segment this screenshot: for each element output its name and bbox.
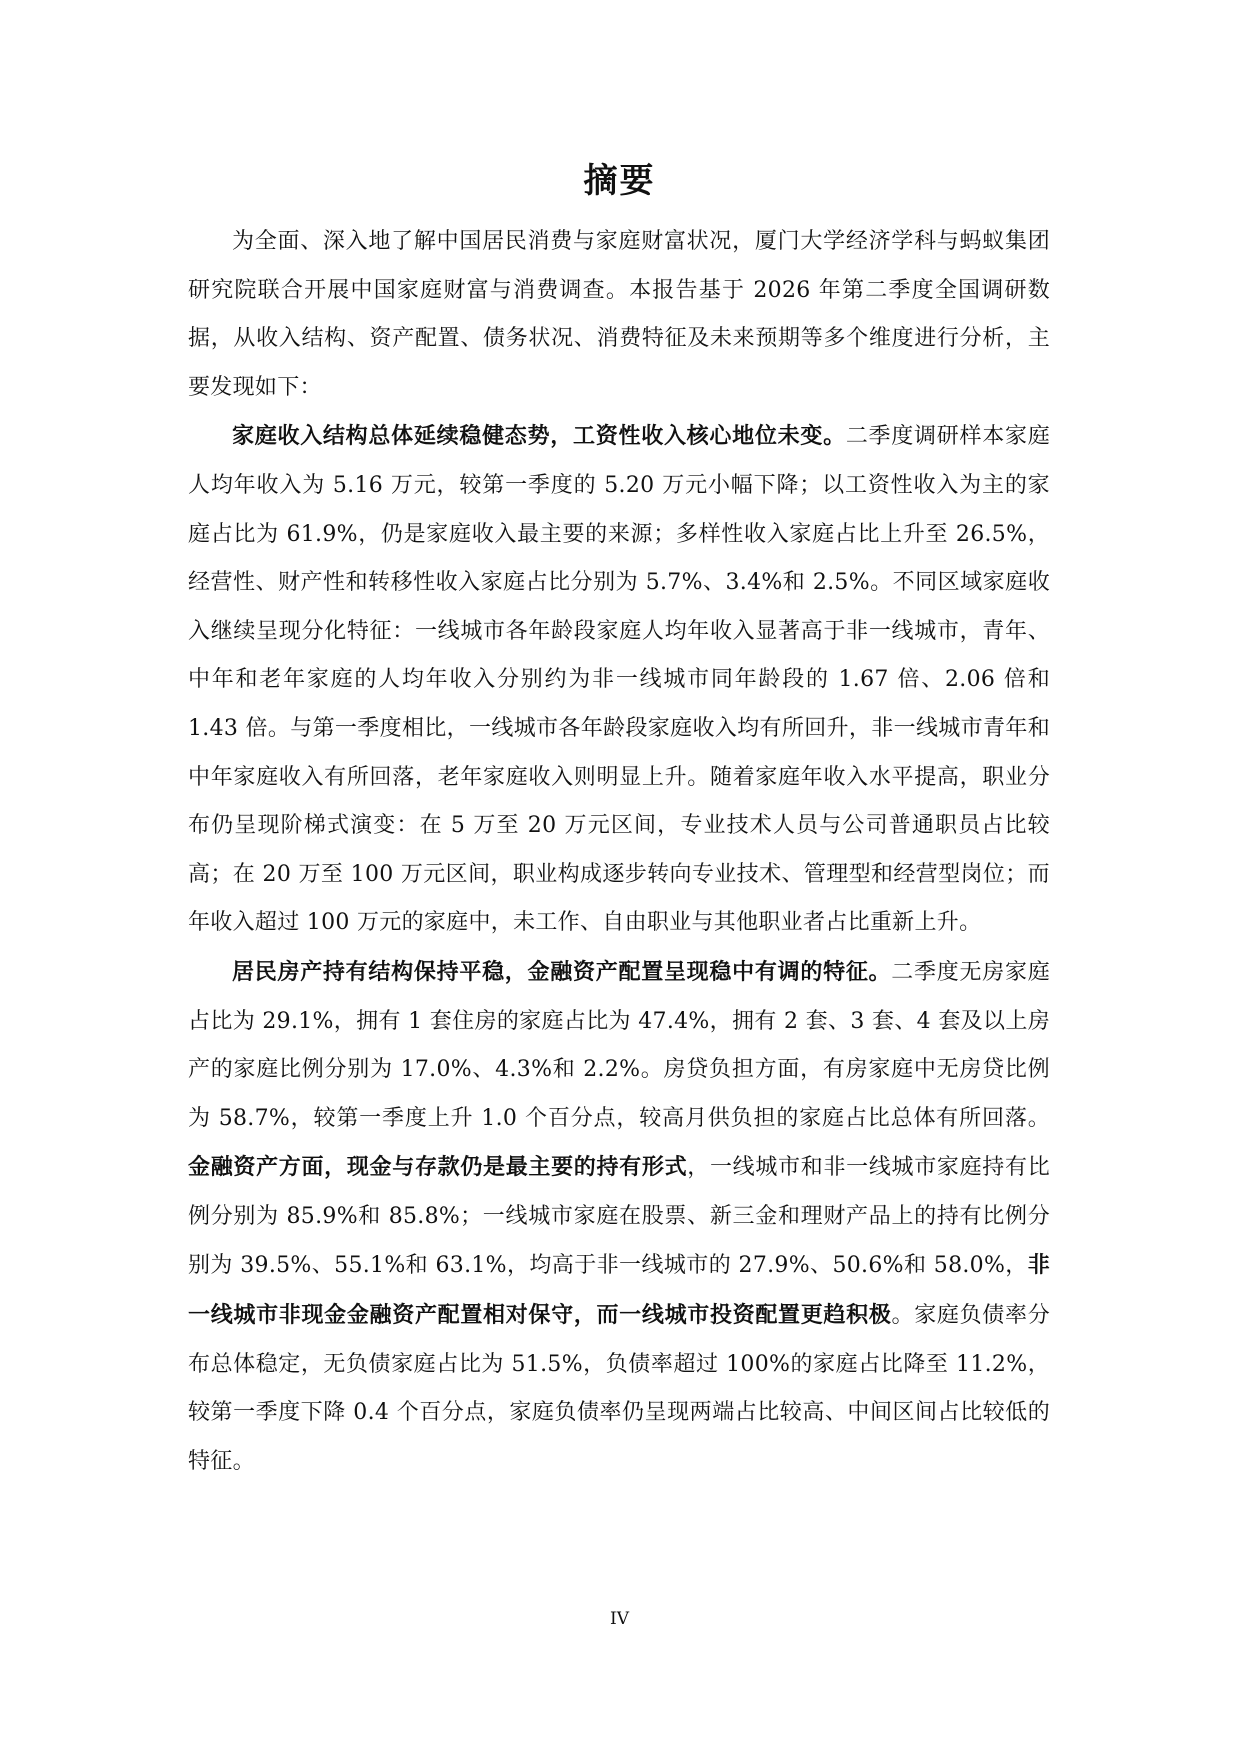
paragraph-assets bbox=[188, 948, 1050, 1487]
abstract-body bbox=[188, 218, 1050, 1486]
paragraph-text: 二季度调研样本家庭人均年收入为 5.16 万元，较第一季度的 5.20 万元小幅下降；以工资性收入为主的家庭占比为 61.9%，仍是家庭收入最主要的来源；多样性收入家庭占比上升至 26.5%，经营性、财产性和转移性收入家庭占比分别为 5.7%、3.4%和 2.5%。不同区域家庭收入继续呈现分化特征：一线城市各年龄段家庭人均年收入显著高于非一线城市，青年、中年和老年家庭的人均年收入分别约为非一线城市同年龄段的 1.67 倍、2.06 倍和 1.43 倍。与第一季度相比，一线城市各年龄段家庭收入均有所回升，非一线城市青年和中年家庭收入有所回落，老年家庭收入则明显上升。随着家庭年收入水平提高，职业分布仍呈现阶梯式演变：在 5 万至 20 万元区间，专业技术人员与公司普通职员占比较高；在 20 万至 100 万元区间，职业构成逐步转向专业技术、管理型和经营型岗位；而年收入超过 100 万元的家庭中，未工作、自由职业与其他职业者占比重新上升。 bbox=[188, 424, 1051, 936]
paragraph-heading: 家庭收入结构总体延续稳健态势，工资性收入核心地位未变。 bbox=[232, 423, 846, 450]
paragraph-intro bbox=[188, 218, 1050, 412]
paragraph-income bbox=[188, 412, 1050, 948]
paragraph-text: ，一线城市和非一线城市家庭持有比例分别为 85.9%和 85.8%；一线城市家庭在股票、新三金和理财产品上的持有比例分别为 39.5%、55.1%和 63.1%，均高于非一线城市的 27.9%、50.6%和 58.0%， bbox=[188, 1155, 1050, 1279]
paragraph-text: 为全面、深入地了解中国居民消费与家庭财富状况，厦门大学经济学科与蚂蚁集团研究院联合开展中国家庭财富与消费调查。本报告基于 2026 年第二季度全国调研数据，从收入结构、资产配置、债务状况、消费特征及未来预期等多个维度进行分析，主要发现如下： bbox=[188, 229, 1050, 400]
page-number: IV bbox=[610, 1609, 629, 1629]
paragraph-text: 。家庭负债率分布总体稳定，无负债家庭占比为 51.5%，负债率超过 100%的家庭占比降至 11.2%，较第一季度下降 0.4 个百分点，家庭负债率仍呈现两端占比较高、中间区间占比较低的特征。 bbox=[188, 1303, 1050, 1474]
paragraph-text: 二季度无房家庭占比为 29.1%，拥有 1 套住房的家庭占比为 47.4%，拥有 2 套、3 套、4 套及以上房产的家庭比例分别为 17.0%、4.3%和 2.2%。房贷负担方面，有房家庭中无房贷比例为 58.7%，较第一季度上升 1.0 个百分点，较高月供负担的家庭占比总体有所回落。 bbox=[188, 959, 1051, 1131]
paragraph-heading: 居民房产持有结构保持平稳，金融资产配置呈现稳中有调的特征。 bbox=[232, 958, 892, 985]
page-title: 摘要 bbox=[583, 161, 656, 201]
highlight-text: 金融资产方面，现金与存款仍是最主要的持有形式 bbox=[188, 1154, 688, 1181]
highlight-text: 非一线城市非现金金融资产配置相对保守，而一线城市投资配置更趋积极 bbox=[188, 1252, 1050, 1329]
